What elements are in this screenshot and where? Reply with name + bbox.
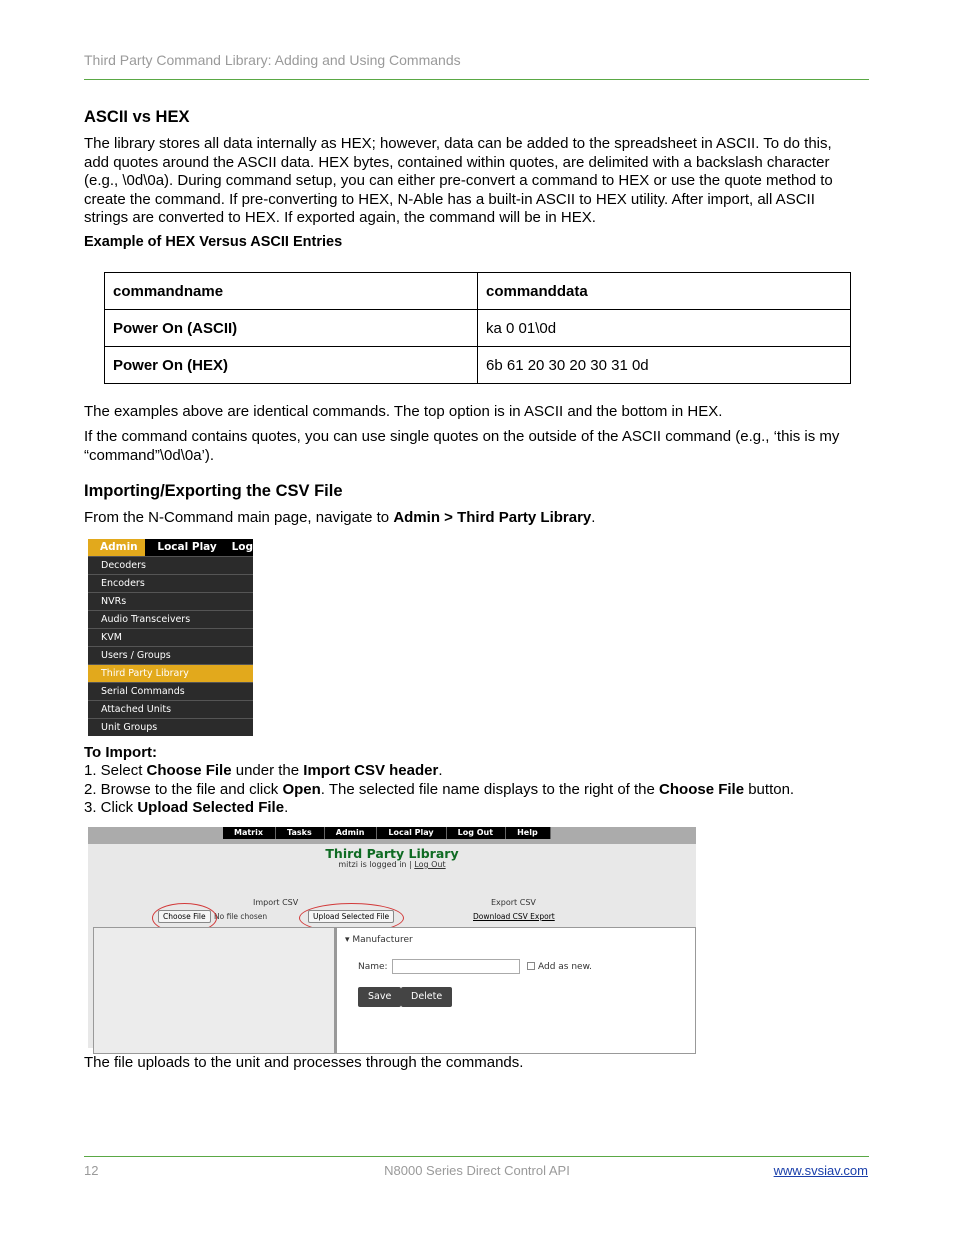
download-csv-export-link[interactable]: Download CSV Export	[473, 912, 555, 921]
website-link[interactable]: www.svsiav.com	[773, 1163, 868, 1178]
import-step-3	[84, 799, 794, 818]
tab-admin[interactable]: Admin	[88, 539, 145, 556]
menu-item-nvrs[interactable]: NVRs	[88, 592, 253, 610]
menu-item-encoders[interactable]: Encoders	[88, 574, 253, 592]
step-bold: Choose File	[146, 762, 232, 779]
name-input[interactable]	[392, 959, 520, 974]
navigate-text: From the N-Command main page, navigate to	[84, 509, 394, 526]
nav-admin[interactable]: Admin	[325, 827, 378, 839]
top-nav	[223, 827, 551, 839]
add-as-new-checkbox[interactable]	[527, 962, 535, 970]
step-text: button.	[744, 780, 795, 798]
navigate-instruction	[84, 509, 595, 528]
name-label: Name:	[358, 962, 388, 972]
step-text: 1. Select	[84, 762, 147, 779]
section-heading-csv: Importing/Exporting the CSV File	[84, 482, 343, 500]
add-as-new-label: Add as new.	[538, 962, 592, 972]
export-csv-label: Export CSV	[491, 898, 536, 907]
tab-local-play[interactable]: Local Play	[145, 539, 219, 556]
header-rule	[84, 79, 869, 80]
collapse-caret-icon: ▾	[345, 935, 350, 945]
step-text: .	[284, 799, 289, 817]
note-quotes-line: “command”\0d\0a’).	[84, 446, 215, 464]
step-text: .	[438, 762, 443, 779]
nav-matrix[interactable]: Matrix	[223, 827, 276, 839]
menu-tab-bar	[88, 539, 253, 556]
section-heading-ascii-hex: ASCII vs HEX	[84, 108, 190, 126]
step-text: 2. Browse to the file and click	[84, 780, 283, 798]
admin-menu-screenshot	[88, 539, 253, 733]
table-row	[105, 310, 851, 347]
save-button[interactable]: Save	[358, 987, 401, 1007]
step-bold: Choose File	[659, 780, 745, 798]
footer-rule	[84, 1156, 869, 1157]
running-header: Third Party Command Library: Adding and Using Commands	[84, 52, 461, 68]
navigate-path: Admin > Third Party Library	[393, 509, 592, 526]
ascii-paragraph-line: strings are converted to HEX. If exported again, the command will be in HEX.	[84, 209, 596, 227]
step-text: 3. Click	[84, 799, 138, 817]
ascii-paragraph-line: create the command. If pre-converting to HEX, N-Able has a built-in ASCII to HEX utility. After import, all ASCII	[84, 190, 815, 208]
page-title: Third Party Library	[325, 846, 459, 861]
delete-button[interactable]: Delete	[401, 987, 452, 1007]
upload-selected-file-button[interactable]: Upload Selected File	[308, 910, 394, 923]
ascii-paragraph-line: (e.g., \0d\0a). During command setup, you can either pre-convert a command to HEX or use the quote method to	[84, 172, 833, 190]
ascii-paragraph-line: add quotes around the ASCII data. HEX bytes, contained within quotes, are delimited with a backslash character	[84, 153, 830, 171]
manufacturer-panel	[336, 927, 696, 1054]
step-bold: Open	[282, 780, 321, 798]
note-identical: The examples above are identical commands. The top option is in ASCII and the bottom in HEX.	[84, 403, 723, 420]
note-quotes	[84, 428, 839, 465]
manufacturer-header[interactable]	[345, 935, 413, 945]
menu-item-serial-commands[interactable]: Serial Commands	[88, 682, 253, 700]
menu-item-attached-units[interactable]: Attached Units	[88, 700, 253, 718]
import-csv-label: Import CSV	[253, 898, 299, 907]
nav-local-play[interactable]: Local Play	[377, 827, 446, 839]
menu-item-audio-transceivers[interactable]: Audio Transceivers	[88, 610, 253, 628]
menu-item-decoders[interactable]: Decoders	[88, 556, 253, 574]
table-cell: Power On (HEX)	[105, 347, 478, 384]
footer-link-wrap	[774, 1163, 868, 1178]
nav-help[interactable]: Help	[506, 827, 551, 839]
library-tree-pane	[93, 927, 336, 1054]
nav-log-out[interactable]: Log Out	[447, 827, 506, 839]
import-step-1	[84, 762, 794, 781]
import-step-2	[84, 781, 794, 800]
step-text: . The selected file name displays to the right of the	[320, 780, 660, 798]
table-cell: ka 0 01\0d	[478, 310, 851, 347]
menu-item-kvm[interactable]: KVM	[88, 628, 253, 646]
page-number: 12	[84, 1163, 99, 1178]
tab-log[interactable]: Log	[220, 539, 253, 556]
nav-tasks[interactable]: Tasks	[276, 827, 325, 839]
table-cell: Power On (ASCII)	[105, 310, 478, 347]
hex-ascii-table	[104, 272, 851, 384]
ascii-paragraph	[84, 135, 874, 228]
table-header-cell: commanddata	[478, 273, 851, 310]
third-party-library-screenshot	[88, 827, 696, 1048]
logout-link[interactable]: Log Out	[414, 860, 446, 869]
navigate-period: .	[591, 509, 596, 526]
manufacturer-label: Manufacturer	[352, 935, 413, 945]
import-steps	[84, 762, 794, 818]
login-status	[88, 860, 696, 869]
table-header-cell: commandname	[105, 273, 478, 310]
table-caption: Example of HEX Versus ASCII Entries	[84, 234, 343, 250]
table-cell: 6b 61 20 30 20 30 31 0d	[478, 347, 851, 384]
note-quotes-line: If the command contains quotes, you can use single quotes on the outside of the ASCII command (e.g., ‘this is my	[84, 428, 840, 445]
choose-file-button[interactable]: Choose File	[158, 910, 211, 923]
ascii-paragraph-line: The library stores all data internally as HEX; however, data can be added to the spreadsheet in ASCII. To do this,	[84, 135, 832, 152]
table-row	[105, 347, 851, 384]
import-heading: To Import:	[84, 744, 158, 761]
footer-title: N8000 Series Direct Control API	[384, 1163, 570, 1178]
step-bold: Upload Selected File	[137, 799, 285, 817]
step-bold: Import CSV header	[303, 762, 439, 779]
menu-item-unit-groups[interactable]: Unit Groups	[88, 718, 253, 736]
menu-item-users-groups[interactable]: Users / Groups	[88, 646, 253, 664]
menu-item-third-party-library[interactable]: Third Party Library	[88, 664, 253, 682]
table-header-row	[105, 273, 851, 310]
closing-text: The file uploads to the unit and processes through the commands.	[84, 1054, 524, 1071]
logged-in-text: mitzi is logged in |	[338, 860, 412, 869]
no-file-chosen-text: No file chosen	[214, 912, 268, 921]
step-text: under the	[231, 762, 304, 779]
